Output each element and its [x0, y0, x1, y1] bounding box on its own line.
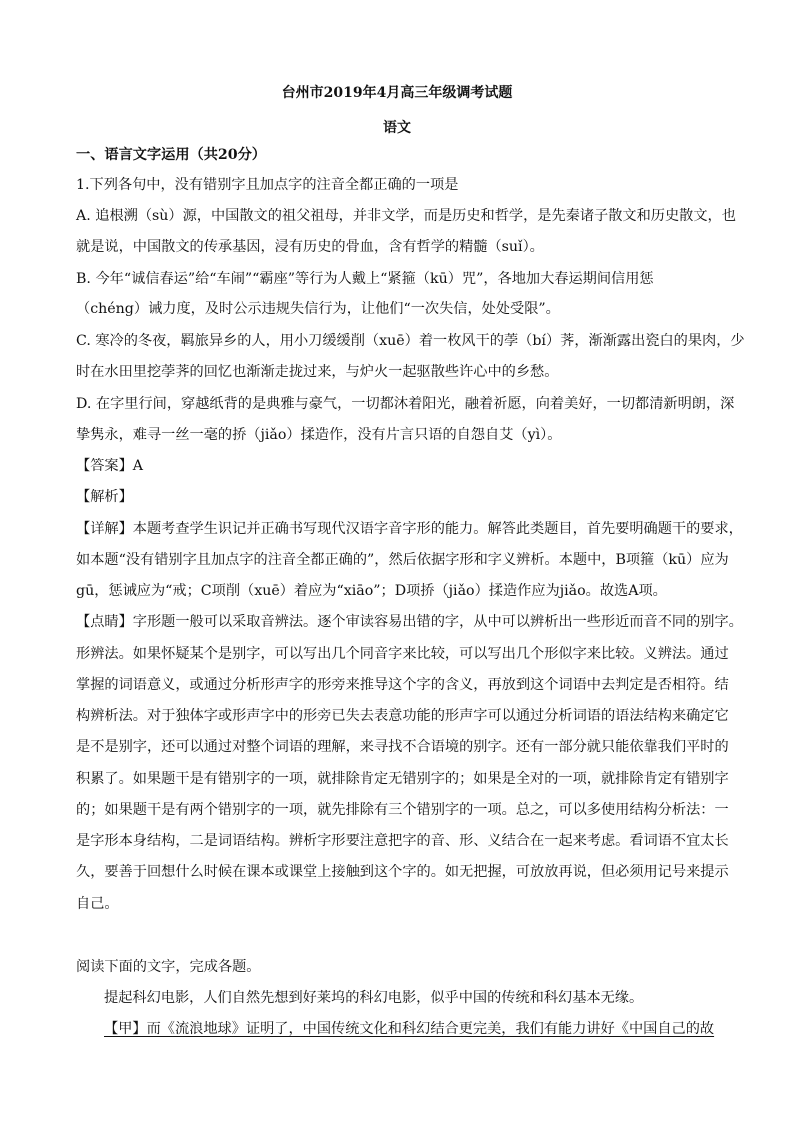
- key-point-line: 的；如果题干是有两个错别字的一项，就先排除有三个错别字的一项。总之，可以多使用结构分析法：一: [76, 802, 729, 818]
- key-point-line: 【点睛】字形题一般可以采取音辨法。逐个审读容易出错的字，从中可以辨析出一些形近而音不同的别字。: [76, 614, 743, 630]
- detail-line: 【详解】本题考查学生识记并正确书写现代汉语字音字形的能力。解答此类题目，首先要明确题干的要求，: [76, 521, 743, 537]
- option-d-line: D. 在字里行间，穿越纸背的是典雅与豪气，一切都沐着阳光，融着祈愿，向着美好，一切都清新明朗，深: [76, 396, 735, 412]
- key-point-line: 构辨析法。对于独体字或形声字中的形旁已失去表意功能的形声字可以通过分析词语的语法结构来确定它: [76, 708, 729, 724]
- subject-title: 语文: [383, 120, 411, 136]
- analysis-heading: 【解析】: [76, 489, 133, 505]
- option-b-line: B. 今年“诚信春运”给“车闹”“霸座”等行为人戴上“紧箍（kū）咒”，各地加大春运期间信用惩: [76, 271, 654, 287]
- detail-line: gū，惩诫应为“戒；C项削（xuē）着应为“xiāo”；D项挢（jiǎo）揉造作应为jiǎo。故选A项。: [76, 583, 667, 599]
- option-c-line: 时在水田里挖荸荠的回忆也渐渐走拢过来，与炉火一起驱散些许心中的乡愁。: [76, 364, 559, 380]
- answer-label: 【答案】A: [76, 458, 143, 474]
- passage-line-underlined: 【甲】而《流浪地球》证明了，中国传统文化和科幻结合更完美，我们有能力讲好《中国自己的故: [104, 1021, 715, 1037]
- option-a-line: 就是说，中国散文的传承基因，浸有历史的骨血，含有哲学的精髓（suǐ）。: [76, 239, 544, 255]
- section-heading: 一、语言文字运用（共20分）: [76, 147, 266, 163]
- question-stem: 1.下列各句中，没有错别字且加点字的注音全都正确的一项是: [76, 177, 459, 193]
- option-d-line: 挚隽永，难寻一丝一毫的挢（jiǎo）揉造作，没有片言只语的自怨自艾（yì）。: [76, 427, 562, 443]
- key-point-line: 是不是别字，还可以通过对整个词语的理解，来寻找不合语境的别字。还有一部分就只能依靠我们平时的: [76, 739, 729, 755]
- key-point-line: 形辨法。如果怀疑某个是别字，可以写出几个同音字来比较，可以写出几个形似字来比较。义辨法。通过: [76, 646, 729, 662]
- key-point-line: 积累了。如果题干是有错别字的一项，就排除肯定无错别字的；如果是全对的一项，就排除肯定有错别字: [76, 771, 729, 787]
- reading-intro: 阅读下面的文字，完成各题。: [76, 959, 261, 975]
- key-point-line: 掌握的词语意义，或通过分析形声字的形旁来推导这个字的含义，再放到这个词语中去判定是否相符。结: [76, 677, 729, 693]
- detail-line: 如本题“没有错别字且加点字的注音全都正确的”，然后依据字形和字义辨析。本题中，B项箍（kū）应为: [76, 552, 729, 568]
- option-a-line: A. 追根溯（sù）源，中国散文的祖父祖母，并非文学，而是历史和哲学，是先秦诸子散文和历史散文，也: [76, 208, 736, 224]
- option-b-line: （chéng）诫力度，及时公示违规失信行为，让他们“一次失信，处处受限”。: [76, 301, 560, 317]
- passage-line: 提起科幻电影，人们自然先想到好莱坞的科幻电影，似乎中国的传统和科幻基本无缘。: [104, 990, 644, 1006]
- key-point-line: 是字形本身结构，二是词语结构。辨析字形要注意把字的音、形、义结合在一起来考虑。看词语不宜太长: [76, 833, 729, 849]
- key-point-line: 自己。: [76, 896, 119, 912]
- key-point-line: 久，要善于回想什么时候在课本或课堂上接触到这个字的。如无把握，可放放再说，但必须用记号来提示: [76, 864, 729, 880]
- option-c-line: C. 寒冷的冬夜，羁旅异乡的人，用小刀缓缓削（xuē）着一枚风干的荸（bí）荠，渐渐露出瓷白的果肉，少: [76, 333, 745, 349]
- exam-title: 台州市2019年4月高三年级调考试题: [281, 85, 513, 101]
